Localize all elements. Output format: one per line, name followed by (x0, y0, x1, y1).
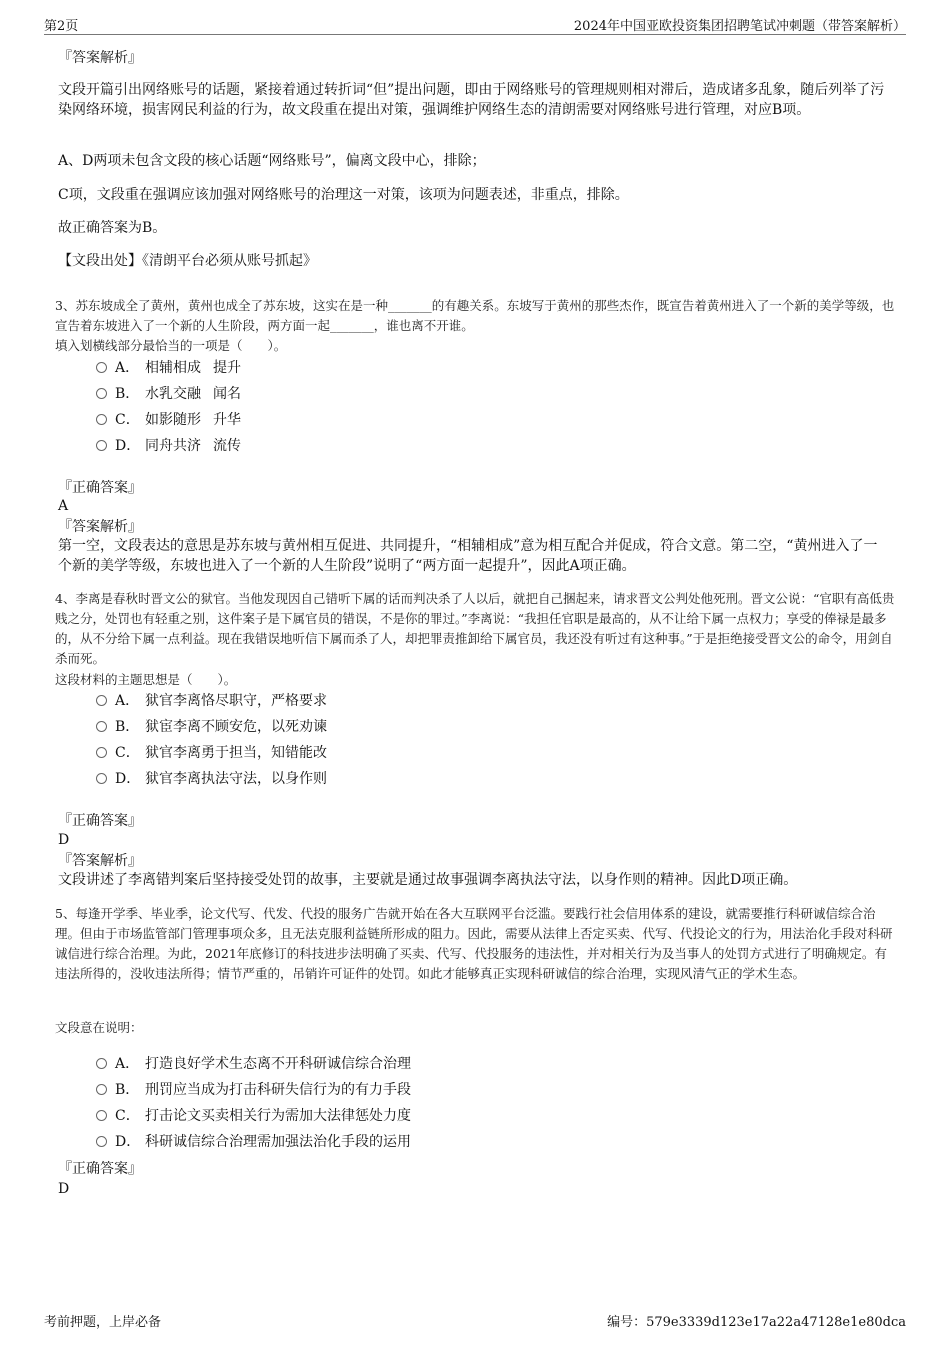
radio-icon[interactable] (96, 1136, 107, 1147)
q2-analysis-p2: C项，文段重在强调应该加强对网络账号的治理这一对策，该项为问题表述，非重点，排除。 (58, 187, 629, 203)
q2-analysis-label: 『答案解析』 (58, 50, 142, 66)
q5-answer: D (58, 1181, 70, 1197)
q3-option-a[interactable]: A． 相辅相成 提升 (96, 358, 241, 378)
radio-icon[interactable] (96, 1058, 107, 1069)
q5-option-c[interactable]: C． 打击论文买卖相关行为需加大法律惩处力度 (96, 1106, 411, 1126)
q2-analysis: 文段开篇引出网络账号的话题，紧接着通过转折词“但”提出问题，即由于网络账号的管理规则相对滞后，造成诸多乱象，随后列举了污染网络环境，损害网民利益的行为，故文段重在提出对策，强调维护网络生态的清朗需要对网络账号进行管理，对应B项。 (58, 82, 885, 118)
radio-icon[interactable] (96, 747, 107, 758)
q3-answer: A (58, 498, 69, 514)
q4-analysis-label: 『答案解析』 (58, 853, 142, 869)
footer-slogan: 考前押题，上岸必备 (44, 1315, 162, 1330)
q2-analysis-p1: A、D两项未包含文段的核心话题“网络账号”，偏离文段中心，排除； (58, 153, 486, 169)
q4-stem: 4、李离是春秋时晋文公的狱官。当他发现因自己错听下属的话而判决杀了人以后，就把自己捆起来，请求晋文公判处他死刑。晋文公说：“官职有高低贵贱之分，处罚也有轻重之别，这件案子是下属官员的错误，不是你的罪过。”李离说：“我担任官职是最高的，从不让给下属一点权力；享受的俸禄是最多的，从不分给下属一点利益。现在我错误地听信下属而杀了人，却把罪责推卸给下属官员，我还没有听过有这种事。”于是拒绝接受晋文公的命令，用剑自杀而死。 (55, 591, 895, 666)
q3-option-d[interactable]: D． 同舟共济 流传 (96, 436, 241, 456)
q5-prompt: 文段意在说明： (55, 1020, 143, 1035)
q3-prompt: 填入划横线部分最恰当的一项是（ ）。 (55, 338, 287, 353)
q3-option-c[interactable]: C． 如影随形 升华 (96, 410, 241, 430)
q4-analysis: 文段讲述了李离错判案后坚持接受处罚的故事，主要就是通过故事强调李离执法守法，以身作则的精神。因此D项正确。 (58, 872, 798, 888)
radio-icon[interactable] (96, 362, 107, 373)
radio-icon[interactable] (96, 1110, 107, 1121)
q4-prompt: 这段材料的主题思想是（ ）。 (55, 672, 237, 687)
radio-icon[interactable] (96, 388, 107, 399)
radio-icon[interactable] (96, 1084, 107, 1095)
radio-icon[interactable] (96, 773, 107, 784)
page-header (44, 14, 906, 35)
q4-answer: D (58, 832, 70, 848)
radio-icon[interactable] (96, 695, 107, 706)
q5-option-b[interactable]: B． 刑罚应当成为打击科研失信行为的有力手段 (96, 1080, 411, 1100)
footer-code: 编号：579e3339d123e17a22a47128e1e80dca (607, 1315, 906, 1330)
radio-icon[interactable] (96, 414, 107, 425)
q2-analysis-p3: 故正确答案为B。 (58, 220, 167, 236)
q3-stem: 3、苏东坡成全了黄州，黄州也成全了苏东坡，这实在是一种_______的有趣关系。东坡写于黄州的那些杰作，既宣告着黄州进入了一个新的美学等级，也宣告着东坡进入了一个新的人生阶段，两方面一起_______，谁也离不开谁。 (55, 298, 895, 333)
q4-option-c[interactable]: C． 狱官李离勇于担当，知错能改 (96, 743, 327, 763)
q3-option-b[interactable]: B． 水乳交融 闻名 (96, 384, 241, 404)
q3-analysis: 第一空，文段表达的意思是苏东坡与黄州相互促进、共同提升，“相辅相成”意为相互配合并促成，符合文意。第二空，“黄州进入了一个新的美学等级，东坡也进入了一个新的人生阶段”说明了“两方面一起提升”，因此A项正确。 (58, 538, 878, 574)
q4-option-d[interactable]: D． 狱官李离执法守法，以身作则 (96, 769, 327, 789)
radio-icon[interactable] (96, 440, 107, 451)
q4-option-b[interactable]: B． 狱宦李离不顾安危，以死劝谏 (96, 717, 327, 737)
q2-source: 【文段出处】《清朗平台必须从账号抓起》 (58, 253, 317, 269)
q3-answer-label: 『正确答案』 (58, 480, 142, 496)
q3-analysis-label: 『答案解析』 (58, 519, 142, 535)
q5-stem: 5、每逢开学季、毕业季，论文代写、代发、代投的服务广告就开始在各大互联网平台泛滥。要践行社会信用体系的建设，就需要推行科研诚信综合治理。但由于市场监管部门管理事项众多，且无法克服利益链所形成的阻力。因此，需要从法律上否定买卖、代写、代投论文的行为，用法治化手段对科研诚信进行综合治理。为此，2021年底修订的科技进步法明确了买卖、代写、代投服务的违法性，并对相关行为及当事人的处罚方式进行了明确规定。有违法所得的，没收违法所得；情节严重的，吊销许可证件的处罚。如此才能够真正实现科研诚信的综合治理，实现风清气正的学术生态。 (55, 906, 893, 981)
q4-option-a[interactable]: A． 狱官李离恪尽职守，严格要求 (96, 691, 327, 711)
q5-option-a[interactable]: A． 打造良好学术生态离不开科研诚信综合治理 (96, 1054, 411, 1074)
document-title: 2024年中国亚欧投资集团招聘笔试冲刺题（带答案解析） (573, 19, 906, 34)
q5-option-d[interactable]: D． 科研诚信综合治理需加强法治化手段的运用 (96, 1132, 411, 1152)
radio-icon[interactable] (96, 721, 107, 732)
page-number: 第2页 (44, 19, 79, 34)
q4-answer-label: 『正确答案』 (58, 813, 142, 829)
q5-answer-label: 『正确答案』 (58, 1161, 142, 1177)
